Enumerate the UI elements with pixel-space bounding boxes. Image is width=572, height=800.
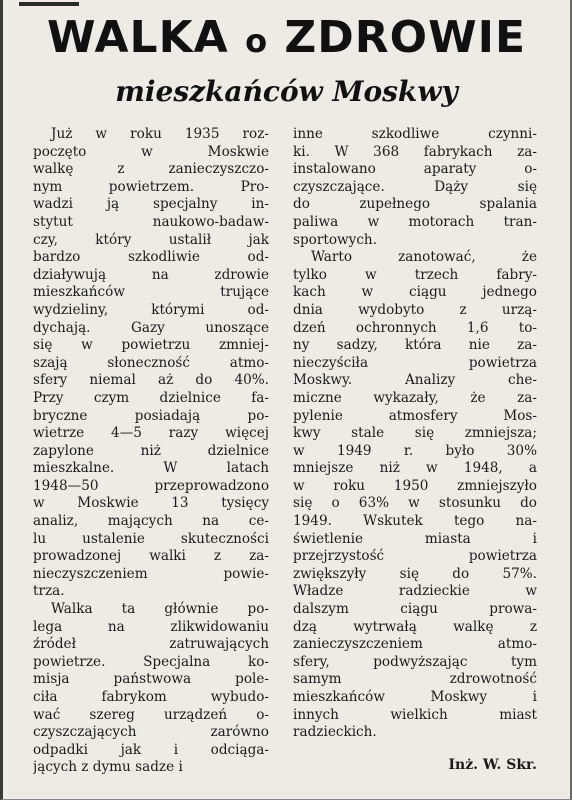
text-line: działywują na zdrowie: [33, 266, 269, 283]
text-line: Warto zanotować, że: [311, 249, 537, 266]
text-line: jących z dymu sadze i: [33, 759, 183, 776]
text-line: dychają. Gazy unoszące: [33, 319, 269, 336]
text-line: powietrze. Specjalna ko-: [33, 653, 269, 670]
text-line: w 1949 r. było 30%: [293, 442, 537, 459]
article-column-left: [33, 126, 269, 777]
article-subheadline: mieszkańców Moskwy: [115, 75, 458, 108]
text-line: paliwa w motorach tran-: [293, 213, 537, 230]
text-line: bryczne posiadają po-: [33, 407, 269, 424]
author-signature: Inż. W. Skr.: [448, 757, 537, 773]
text-line: dzą wytrwałą walkę z: [293, 618, 537, 635]
text-line: innych wielkich miast: [293, 706, 537, 723]
text-line: się w powietrzu zmniej-: [33, 337, 269, 354]
text-line: odpadki jak i odciąga-: [33, 741, 269, 758]
text-line: misja państwowa pole-: [33, 671, 269, 688]
text-line: lega na zlikwidowaniu: [33, 618, 269, 635]
text-line: walkę z zanieczyszczo-: [33, 161, 269, 178]
text-line: poczęto w Moskwie: [33, 143, 269, 160]
text-line: czy, który ustalił jak: [33, 231, 269, 248]
text-line: mieszkańców trujące: [33, 284, 269, 301]
text-line: zapylone niż dzielnice: [33, 442, 269, 459]
text-line: prowadzonej walki z za-: [33, 548, 269, 565]
text-line: ciła fabrykom wybudo-: [33, 689, 269, 705]
text-line: Walka ta głównie po-: [51, 601, 269, 618]
text-line: przejrzystość powietrza: [293, 548, 537, 565]
text-line: radzieckich.: [293, 724, 377, 741]
text-line: stytut naukowo-badaw-: [33, 213, 269, 230]
text-line: zanieczyszczeniem atmo-: [293, 636, 537, 653]
text-line: samym zdrowotność: [293, 671, 537, 688]
text-line: nieczyszczeniem powie-: [33, 565, 269, 582]
text-line: dzeń ochronnych 1,6 to-: [293, 319, 537, 336]
text-line: mniejsze niż w 1948, a: [293, 460, 537, 477]
text-line: w Moskwie 13 tysięcy: [33, 495, 269, 512]
text-line: trza.: [33, 583, 65, 600]
text-line: Przy czym dzielnice fa-: [33, 389, 269, 406]
text-line: do zupełnego spalania: [293, 196, 537, 213]
text-line: wać szereg urządzeń o-: [33, 706, 269, 723]
text-line: bardzo szkodliwie od-: [33, 249, 269, 266]
text-line: w roku 1950 zmniejszyło: [293, 477, 537, 494]
text-line: się o 63% w stosunku do: [293, 495, 537, 512]
text-line: mieszkańców Moskwy i: [293, 689, 537, 705]
text-line: nieczyściła powietrza: [293, 354, 537, 371]
text-line: kwy stale się zmniejsza;: [293, 425, 537, 442]
text-line: wydzieliny, którymi od-: [33, 301, 269, 318]
text-line: czyszczających zarówno: [33, 724, 269, 741]
text-line: dnia wydobyto z urzą-: [293, 301, 537, 318]
text-line: tylko w trzech fabry-: [293, 266, 537, 283]
text-line: instalowano aparaty o-: [293, 161, 537, 178]
text-line: ki. W 368 fabrykach za-: [293, 143, 537, 160]
text-line: analiz, mających na ce-: [33, 513, 269, 530]
text-line: czyszczające. Dąży się: [293, 178, 537, 195]
text-line: szają słoneczność atmo-: [33, 354, 269, 371]
text-line: sfery, podwyższając tym: [293, 653, 537, 670]
text-line: sportowych.: [293, 231, 378, 248]
text-line: inne szkodliwe czynni-: [293, 126, 537, 142]
text-line: sfery niemal aż do 40%.: [33, 372, 269, 389]
text-line: dalszym ciągu prowa-: [293, 601, 537, 618]
top-rule-divider: [19, 2, 79, 6]
text-line: ny sadzy, która nie za-: [293, 337, 537, 354]
headline-part-1: WALKA: [46, 12, 229, 63]
text-line: 1948—50 przeprowadzono: [33, 477, 269, 494]
text-line: kach w ciągu jednego: [293, 284, 537, 301]
text-line: pylenie atmosfery Mos-: [293, 407, 537, 424]
headline-connector: o: [245, 22, 269, 60]
article-column-right: [293, 126, 537, 742]
text-line: lu ustalenie skuteczności: [33, 530, 269, 547]
text-line: mieszkalne. W latach: [33, 460, 269, 477]
article-headline: [3, 12, 570, 67]
text-line: 1949. Wskutek tego na-: [293, 513, 537, 530]
text-line: Już w roku 1935 roz-: [51, 126, 269, 142]
text-line: zwiększyły się do 57%.: [293, 565, 537, 582]
text-line: Moskwy. Analizy che-: [293, 372, 537, 389]
text-line: Władze radzieckie w: [293, 583, 537, 600]
text-line: nym powietrzem. Pro-: [33, 178, 269, 195]
text-line: wadzi ją specjalny in-: [33, 196, 269, 213]
text-line: świetlenie miasta i: [293, 530, 537, 547]
text-line: wietrze 4—5 razy więcej: [33, 425, 269, 442]
text-line: źródeł zatruwających: [33, 636, 269, 653]
headline-part-2: ZDROWIE: [284, 12, 527, 63]
text-line: miczne wykazały, że za-: [293, 389, 537, 406]
